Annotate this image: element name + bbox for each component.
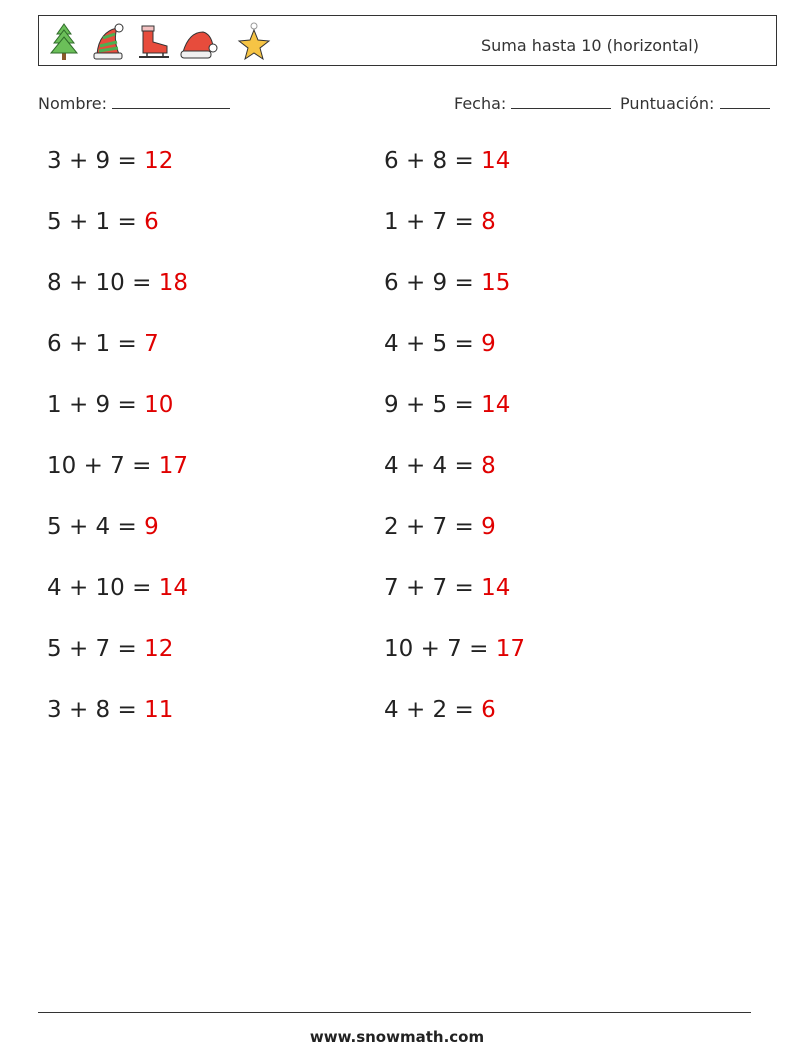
name-field[interactable] [38,94,230,113]
date-label: Fecha: [454,94,507,113]
problem-answer: 10 [144,392,174,418]
problem [384,331,496,357]
date-blank[interactable] [511,94,611,109]
problem-question: 3 + 8 = [47,697,137,723]
problem-question: 4 + 2 = [384,697,474,723]
footer-site-link[interactable]: www.snowmath.com [309,1028,485,1046]
problem-answer: 6 [144,209,159,235]
problem [47,392,173,418]
problem-question: 5 + 4 = [47,514,137,540]
problem [47,453,188,479]
problem-answer: 9 [481,514,496,540]
date-field[interactable] [454,94,611,113]
problem-answer: 18 [158,270,188,296]
santa-hat-icon [179,22,219,62]
problem-answer: 14 [481,148,511,174]
problem [47,148,173,174]
problem [384,575,510,601]
problem-answer: 15 [481,270,511,296]
problem [47,270,188,296]
problem [384,636,525,662]
problem [47,514,159,540]
problem-answer: 8 [481,453,496,479]
problem-question: 9 + 5 = [384,392,474,418]
problem-question: 6 + 1 = [47,331,137,357]
footer-divider [38,1012,751,1013]
problem-answer: 17 [158,453,188,479]
problem-question: 4 + 10 = [47,575,152,601]
problem-answer: 12 [144,148,174,174]
problem-question: 3 + 9 = [47,148,137,174]
problem-question: 5 + 1 = [47,209,137,235]
problem-question: 10 + 7 = [47,453,152,479]
worksheet-header [38,15,777,66]
problem-answer: 14 [481,392,511,418]
ice-skate-icon [135,22,173,62]
problem-question: 7 + 7 = [384,575,474,601]
problem-question: 5 + 7 = [47,636,137,662]
problem-question: 10 + 7 = [384,636,489,662]
problem [384,148,510,174]
name-label: Nombre: [38,94,107,113]
problem-question: 6 + 9 = [384,270,474,296]
name-blank[interactable] [112,94,230,109]
problem [384,514,496,540]
christmas-tree-icon [49,22,79,62]
problem [47,697,173,723]
elf-hat-icon [91,22,127,62]
problem-question: 1 + 9 = [47,392,137,418]
problem-answer: 8 [481,209,496,235]
problem-answer: 14 [481,575,511,601]
score-blank[interactable] [720,94,770,109]
problem [384,453,496,479]
problem [384,697,496,723]
problem-answer: 6 [481,697,496,723]
problem [384,270,510,296]
score-field[interactable] [620,94,770,113]
problem-question: 2 + 7 = [384,514,474,540]
problem-answer: 17 [495,636,525,662]
problem-answer: 9 [481,331,496,357]
problem [47,331,159,357]
problem-answer: 7 [144,331,159,357]
problem-question: 1 + 7 = [384,209,474,235]
problem [47,636,173,662]
problem [384,209,496,235]
problem-answer: 11 [144,697,174,723]
problem-question: 6 + 8 = [384,148,474,174]
problem-question: 4 + 4 = [384,453,474,479]
problem-answer: 9 [144,514,159,540]
problem-answer: 12 [144,636,174,662]
problem [47,209,159,235]
problem [384,392,510,418]
worksheet-title: Suma hasta 10 (horizontal) [481,36,699,55]
star-ornament-icon [237,22,271,62]
problem-answer: 14 [158,575,188,601]
score-label: Puntuación: [620,94,715,113]
problem-question: 8 + 10 = [47,270,152,296]
problem-question: 4 + 5 = [384,331,474,357]
problem [47,575,188,601]
